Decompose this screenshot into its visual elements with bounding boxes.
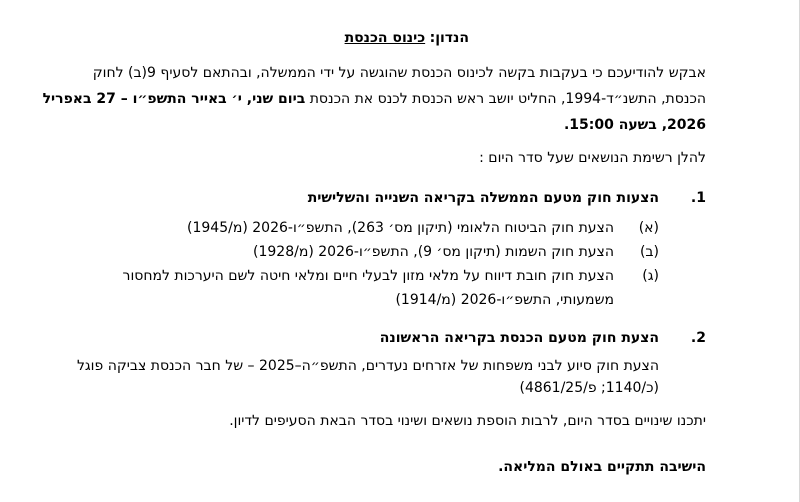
- section-1-title: הצעות חוק מטעם הממשלה בקריאה השנייה והשלישית: [307, 190, 659, 206]
- agenda-intro: להלן רשימת הנושאים שעל סדר היום :: [479, 150, 706, 166]
- section-2-title: הצעת חוק מטעם הכנסת בקריאה הראשונה: [379, 330, 659, 346]
- closing-note: יתכנו שינויים בסדר היום, לרבות הוספת נושאים ושינוי בסדר הבאת הסעיפים לדיון.: [229, 413, 706, 429]
- section-1-item-b-letter: (ב): [639, 244, 659, 260]
- section-2-item-text: הצעת חוק סיוע לבני משפחות של אזרחים נעדרים, התשפ״ה–2025 – של חבר הכנסת צביקה פוגל: [76, 358, 659, 374]
- opening-line-1: אבקש להודיעכם כי בעקבות בקשה לכינוס הכנסת שהוגשה על ידי הממשלה, ובהתאם לסעיף 9(ב) לחוק: [92, 65, 706, 81]
- subject-label: הנדון:: [429, 30, 469, 46]
- section-2-number: 2.: [690, 330, 706, 346]
- meeting-time: 2026, בשעה 15:00.: [563, 117, 706, 133]
- opening-line-2: [43, 86, 706, 112]
- section-1-item-c-text-cont: משמעותי, התשפ״ו-2026 (מ/1914): [395, 292, 614, 308]
- meeting-date: ביום שני, י׳ באייר התשפ״ו – 27 באפריל: [42, 91, 306, 107]
- subject-title: כינוס הכנסת: [344, 30, 426, 46]
- opening-line-2-text: הכנסת, התשנ״ד-1994, החליט יושב ראש הכנסת לכנס את הכנסת: [305, 91, 706, 107]
- section-1-item-b-text: הצעת חוק השמות (תיקון מס׳ 9), התשפ״ו-2026 (מ/1928): [253, 244, 614, 260]
- final-note: הישיבה תתקיים באולם המליאה.: [498, 459, 706, 475]
- section-1-number: 1.: [690, 190, 706, 206]
- section-1-item-c-letter: (ג): [642, 268, 659, 284]
- section-1-item-c-text: הצעת חוק חובת דיווח על מלאי מזון לבעלי חיים ומלאי חיטה לשם היערכות למחסור: [122, 268, 614, 284]
- section-2-item-text-cont: (כ/1140; פ/4861/25): [519, 380, 659, 396]
- section-1-item-a-text: הצעת חוק הביטוח הלאומי (תיקון מס׳ 263), התשפ״ו-2026 (מ/1945): [187, 220, 614, 236]
- section-1-item-a-letter: (א): [638, 220, 659, 236]
- subject-line: [345, 30, 469, 46]
